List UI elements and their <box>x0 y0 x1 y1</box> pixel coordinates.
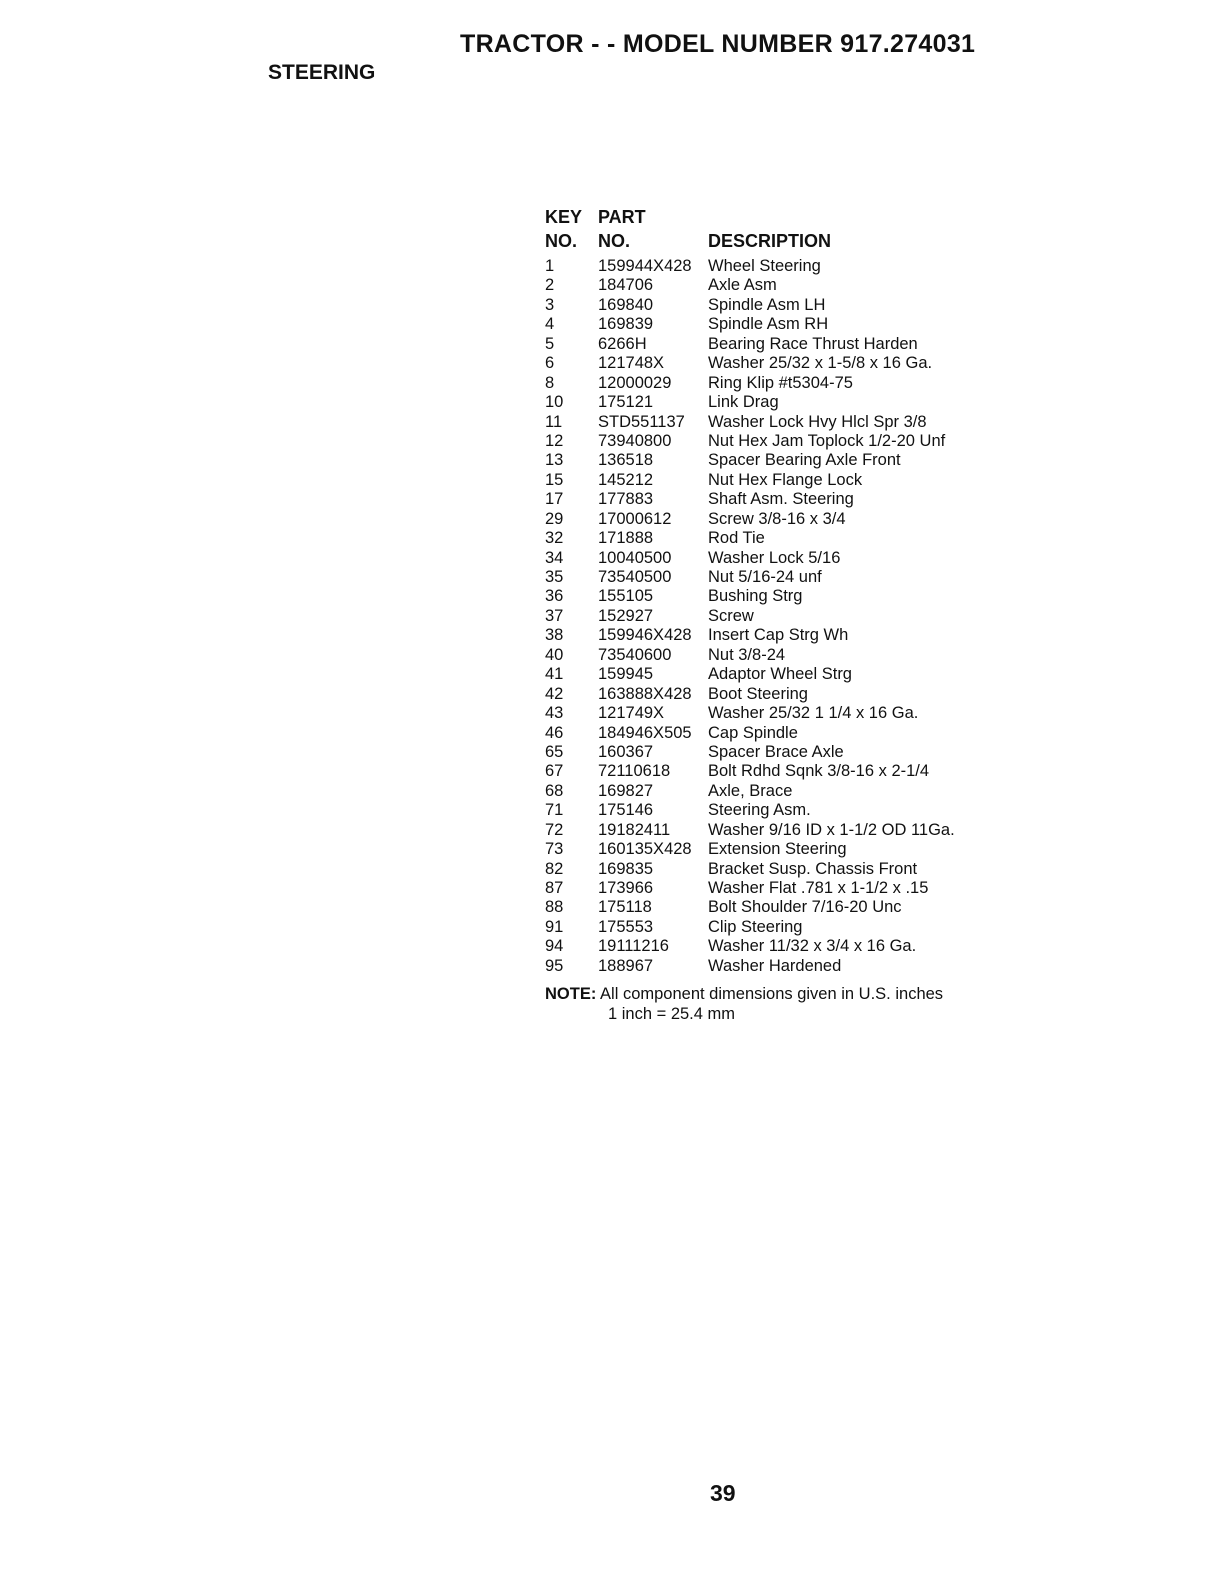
table-row <box>545 918 995 937</box>
key-no-cell: 43 <box>545 704 564 723</box>
part-no-cell: 159944X428 <box>598 257 692 275</box>
note-text-line2: 1 inch = 25.4 mm <box>608 1005 736 1024</box>
description-cell: Nut Hex Jam Toplock 1/2-20 Unf <box>708 431 946 450</box>
table-row <box>545 276 995 295</box>
key-column-header-line1: KEY <box>545 207 583 227</box>
key-no-cell: 88 <box>545 898 564 917</box>
description-cell: Screw <box>708 606 754 625</box>
key-no-cell: 13 <box>545 451 564 470</box>
description-cell: Wheel Steering <box>708 257 821 275</box>
key-no-cell: 46 <box>545 723 564 742</box>
table-row <box>545 296 995 315</box>
description-cell: Spindle Asm RH <box>708 315 829 334</box>
table-row <box>545 840 995 859</box>
key-no-cell: 65 <box>545 742 564 761</box>
part-no-cell: 136518 <box>598 451 654 470</box>
description-cell: Washer Flat .781 x 1-1/2 x .15 <box>708 879 929 897</box>
description-cell: Nut Hex Flange Lock <box>708 470 863 489</box>
part-no-cell: 188967 <box>598 956 654 975</box>
part-no-cell: 121748X <box>598 354 665 373</box>
key-no-cell: 34 <box>545 548 564 567</box>
part-no-cell: 169835 <box>598 859 654 878</box>
table-row <box>545 937 995 956</box>
part-no-cell: 152927 <box>598 606 654 625</box>
description-cell: Bolt Shoulder 7/16-20 Unc <box>708 898 902 917</box>
part-no-cell: 175553 <box>598 917 654 936</box>
table-row <box>545 549 995 568</box>
description-cell: Washer 9/16 ID x 1-1/2 OD 11Ga. <box>708 820 955 839</box>
part-no-cell: 145212 <box>598 470 654 489</box>
part-no-cell: 17000612 <box>598 509 672 528</box>
description-cell: Nut 5/16-24 unf <box>708 568 822 586</box>
page-number: 39 <box>710 1480 736 1506</box>
part-column-header-line2: NO. <box>598 231 631 251</box>
table-row <box>545 607 995 626</box>
table-row <box>545 782 995 801</box>
key-no-cell: 67 <box>545 762 564 781</box>
description-cell: Rod Tie <box>708 529 765 548</box>
key-no-cell: 15 <box>545 470 564 489</box>
part-no-cell: 163888X428 <box>598 684 692 703</box>
description-cell: Clip Steering <box>708 917 803 936</box>
table-row <box>545 898 995 917</box>
table-row <box>545 665 995 684</box>
table-row <box>545 704 995 723</box>
part-no-cell: 19111216 <box>598 937 669 956</box>
key-no-cell: 73 <box>545 840 564 859</box>
table-row <box>545 335 995 354</box>
description-cell: Washer 25/32 1 1/4 x 16 Ga. <box>708 704 919 723</box>
part-no-cell: 175121 <box>598 393 654 412</box>
part-no-cell: 184946X505 <box>598 723 692 742</box>
key-no-cell: 3 <box>545 295 555 314</box>
table-row <box>545 860 995 879</box>
description-cell: Extension Steering <box>708 840 847 859</box>
description-cell: Axle, Brace <box>708 781 793 800</box>
description-cell: Screw 3/8-16 x 3/4 <box>708 509 846 528</box>
description-cell: Washer Lock Hvy Hlcl Spr 3/8 <box>708 412 927 431</box>
key-no-cell: 72 <box>545 820 564 839</box>
key-no-cell: 29 <box>545 509 564 528</box>
key-no-cell: 87 <box>545 879 564 897</box>
part-no-cell: 73540600 <box>598 645 672 664</box>
description-cell: Washer Hardened <box>708 956 842 975</box>
description-cell: Steering Asm. <box>708 801 811 820</box>
part-no-cell: 169840 <box>598 295 654 314</box>
key-no-cell: 32 <box>545 529 564 548</box>
key-no-cell: 35 <box>545 568 564 586</box>
part-no-cell: 171888 <box>598 529 654 548</box>
part-no-cell: 73940800 <box>598 431 672 450</box>
note <box>545 984 995 1024</box>
key-no-cell: 17 <box>545 490 564 509</box>
key-no-cell: 8 <box>545 373 555 392</box>
key-no-cell: 91 <box>545 917 564 936</box>
table-row <box>545 957 995 976</box>
part-no-cell: 160135X428 <box>598 840 692 859</box>
description-cell: Shaft Asm. Steering <box>708 490 854 509</box>
key-no-cell: 4 <box>545 315 555 334</box>
description-column-header: DESCRIPTION <box>708 231 832 251</box>
description-cell: Link Drag <box>708 393 779 412</box>
table-row <box>545 762 995 781</box>
key-no-cell: 40 <box>545 645 564 664</box>
description-cell: Spacer Brace Axle <box>708 742 844 761</box>
note-label: NOTE: <box>545 985 597 1004</box>
table-row <box>545 354 995 373</box>
key-no-cell: 10 <box>545 393 564 412</box>
part-no-cell: 173966 <box>598 879 654 897</box>
page-title: TRACTOR - - MODEL NUMBER 917.274031 <box>460 30 976 58</box>
part-no-cell: 6266H <box>598 334 647 353</box>
table-row <box>545 490 995 509</box>
key-no-cell: 41 <box>545 665 564 684</box>
description-cell: Adaptor Wheel Strg <box>708 665 852 684</box>
description-cell: Spindle Asm LH <box>708 295 826 314</box>
parts-list-header <box>545 207 995 257</box>
description-cell: Spacer Bearing Axle Front <box>708 451 901 470</box>
description-cell: Bushing Strg <box>708 587 803 606</box>
part-no-cell: 175146 <box>598 801 654 820</box>
key-no-cell: 6 <box>545 354 555 373</box>
key-no-cell: 12 <box>545 431 564 450</box>
part-no-cell: 184706 <box>598 276 654 295</box>
key-no-cell: 71 <box>545 801 564 820</box>
table-row <box>545 529 995 548</box>
key-no-cell: 68 <box>545 781 564 800</box>
parts-rows <box>545 257 995 976</box>
key-no-cell: 38 <box>545 626 564 645</box>
table-row <box>545 413 995 432</box>
part-no-cell: 73540500 <box>598 568 672 586</box>
key-no-cell: 5 <box>545 334 555 353</box>
table-row <box>545 432 995 451</box>
table-row <box>545 471 995 490</box>
key-no-cell: 1 <box>545 257 555 275</box>
part-no-cell: 169827 <box>598 781 654 800</box>
part-no-cell: STD551137 <box>598 412 685 431</box>
description-cell: Washer Lock 5/16 <box>708 548 841 567</box>
part-no-cell: 10040500 <box>598 548 672 567</box>
description-cell: Washer 11/32 x 3/4 x 16 Ga. <box>708 937 917 956</box>
key-no-cell: 11 <box>545 412 563 431</box>
part-no-cell: 19182411 <box>598 820 671 839</box>
part-no-cell: 175118 <box>598 898 652 917</box>
table-row <box>545 743 995 762</box>
section-title: STEERING <box>268 61 376 84</box>
table-row <box>545 879 995 898</box>
table-row <box>545 257 995 276</box>
part-no-cell: 155105 <box>598 587 654 606</box>
part-no-cell: 159945 <box>598 665 654 684</box>
parts-list <box>545 207 995 1024</box>
table-row <box>545 374 995 393</box>
part-no-cell: 159946X428 <box>598 626 692 645</box>
key-no-cell: 94 <box>545 937 564 956</box>
description-cell: Boot Steering <box>708 684 808 703</box>
key-no-cell: 37 <box>545 606 564 625</box>
key-column-header-line2: NO. <box>545 231 578 251</box>
key-no-cell: 36 <box>545 587 564 606</box>
key-no-cell: 42 <box>545 684 564 703</box>
description-cell: Bearing Race Thrust Harden <box>708 334 918 353</box>
part-no-cell: 160367 <box>598 742 654 761</box>
table-row <box>545 724 995 743</box>
table-row <box>545 685 995 704</box>
table-row <box>545 801 995 820</box>
description-cell: Insert Cap Strg Wh <box>708 626 849 645</box>
part-no-cell: 177883 <box>598 490 654 509</box>
key-no-cell: 95 <box>545 956 564 975</box>
part-no-cell: 121749X <box>598 704 665 723</box>
note-text-line1: All component dimensions given in U.S. inches <box>600 985 944 1004</box>
part-no-cell: 169839 <box>598 315 654 334</box>
table-row <box>545 393 995 412</box>
table-row <box>545 646 995 665</box>
part-no-cell: 12000029 <box>598 373 672 392</box>
table-row <box>545 568 995 587</box>
description-cell: Ring Klip #t5304-75 <box>708 373 853 392</box>
key-no-cell: 82 <box>545 859 564 878</box>
description-cell: Washer 25/32 x 1-5/8 x 16 Ga. <box>708 354 933 373</box>
table-row <box>545 315 995 334</box>
part-no-cell: 72110618 <box>598 762 671 781</box>
table-row <box>545 510 995 529</box>
description-cell: Bracket Susp. Chassis Front <box>708 859 918 878</box>
description-cell: Cap Spindle <box>708 723 798 742</box>
table-row <box>545 626 995 645</box>
table-row <box>545 587 995 606</box>
table-row <box>545 451 995 470</box>
description-cell: Bolt Rdhd Sqnk 3/8-16 x 2-1/4 <box>708 762 930 781</box>
description-cell: Axle Asm <box>708 276 777 295</box>
table-row <box>545 821 995 840</box>
description-cell: Nut 3/8-24 <box>708 645 786 664</box>
part-column-header-line1: PART <box>598 207 646 227</box>
key-no-cell: 2 <box>545 276 555 295</box>
